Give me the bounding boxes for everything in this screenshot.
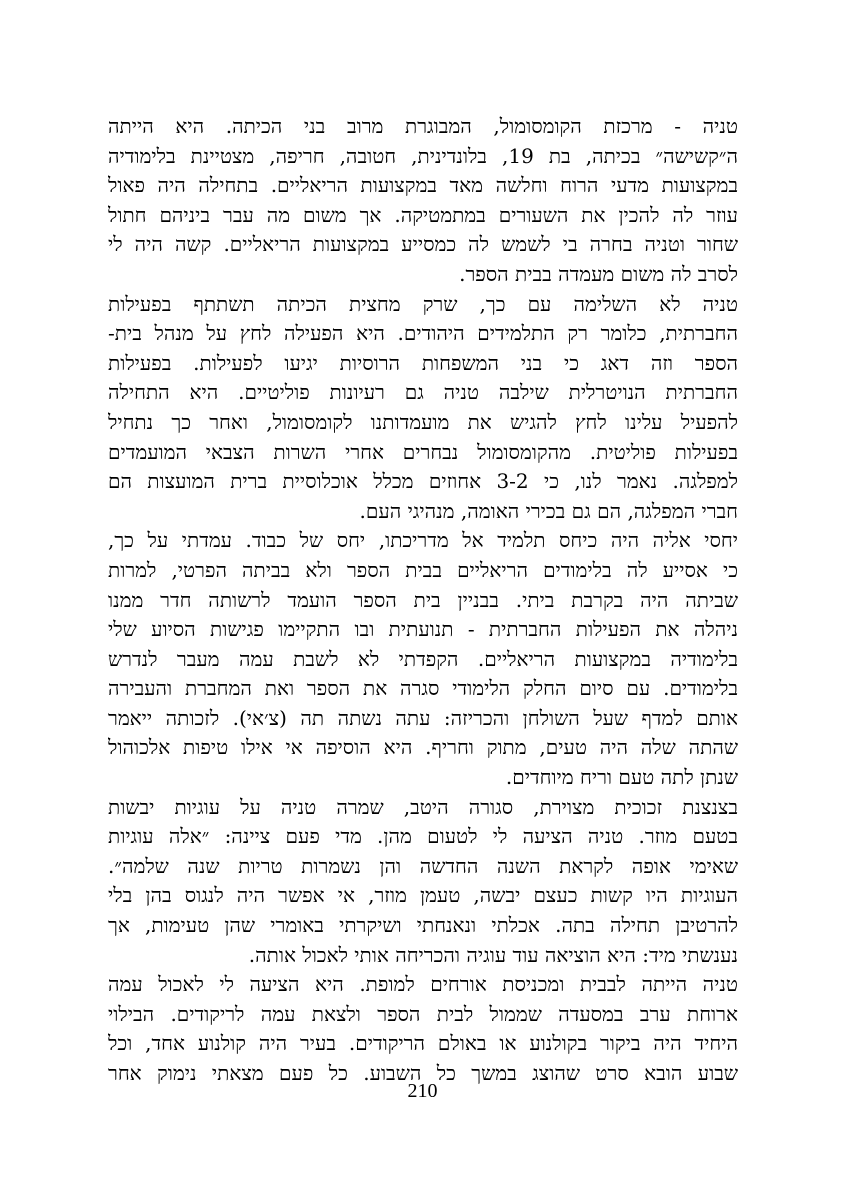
text-line: שבוע הובא סרט שהוצג במשך כל השבוע. כל פעם מצאתי נימוק אחר	[108, 1061, 738, 1085]
text-line: העוגיות היו קשות כעצם יבשה, טעמן מוזר, אי אפשר היה לנגוס בהן בלי	[108, 883, 738, 908]
text-line: אותם למדף שעל השולחן והכריזה: עתה נשתה תה (צ׳אי). לזכותה ייאמר	[108, 705, 738, 730]
text-line: שנתן לתה טעם וריח מיוחדים.	[505, 765, 738, 790]
text-line: שביתה היה בקרבת ביתי. בבניין בית הספר הועמד לרשותה חדר ממנו	[108, 587, 738, 612]
body-text	[108, 112, 738, 1089]
page-number: 210	[407, 1080, 438, 1102]
text-line: בטעם מוזר. טניה הציעה לי לטעום מהן. מדי פעם ציינה: ״אלה עוגיות	[108, 824, 738, 849]
text-line: טניה הייתה לבבית ומכניסת אורחים למופת. היא הציעה לי לאכול עמה	[108, 972, 738, 997]
text-line: שאימי אופה לקראת השנה החדשה והן נשמרות טריות שנה שלמה״.	[108, 853, 738, 878]
text-line: חברי המפלגה, הם גם בכירי האומה, מנהיגי העם.	[359, 498, 738, 523]
text-line: למפלגה. נאמר לנו, כי 3-2 אחוזים מכלל אוכלוסיית ברית המועצות הם	[108, 469, 738, 494]
text-line: בלימודיה במקצועות הריאליים. הקפדתי לא לשבת עמה מעבר לנדרש	[108, 646, 738, 671]
text-line: שהתה שלה היה טעים, מתוק וחריף. היא הוסיפה אי אילו טיפות אלכוהול	[108, 735, 738, 760]
text-line: כי אסייע לה בלימודים הריאליים בבית הספר ולא בביתה הפרטי, למרות	[108, 557, 738, 582]
text-line: יחסי אליה היה כיחס תלמיד אל מדריכתו, יחס של כבוד. עמדתי על כך,	[108, 528, 738, 553]
text-line: החברתית הנויטרלית שילבה טניה גם רעיונות פוליטיים. היא התחילה	[108, 380, 738, 405]
text-line: ה״קשישה״ בכיתה, בת 19, בלונדינית, חטובה, חריפה, מצטיינת בלימודיה	[108, 143, 738, 168]
text-line: להפעיל עלינו לחץ להגיש את מועמדותנו לקומסומול, ואחר כך נתחיל	[108, 409, 738, 434]
text-line: טניה - מרכזת הקומסומול, המבוגרת מרוב בני הכיתה. היא הייתה	[108, 114, 738, 138]
text-line: ניהלה את הפעילות החברתית - תנועתית ובו התקיימו פגישות הסיוע שלי	[108, 617, 738, 642]
text-line: נענשתי מיד: היא הוציאה עוד עוגיה והכריחה אותי לאכול אותה.	[248, 942, 738, 967]
text-line: בלימודים. עם סיום החלק הלימודי סגרה את הספר ואת המחברת והעבירה	[108, 676, 738, 701]
text-line: ארוחת ערב במסעדה שממול לבית הספר ולצאת עמה לריקודים. הבילוי	[108, 1001, 738, 1026]
text-line: עוזר לה להכין את השעורים במתמטיקה. אך משום מה עבר ביניהם חתול	[108, 202, 738, 227]
text-line: טניה לא השלימה עם כך, שרק מחצית הכיתה תשתתף בפעילות	[108, 291, 738, 316]
text-line: החברתית, כלומר רק התלמידים היהודים. היא הפעילה לחץ על מנהל בית-	[108, 321, 738, 346]
text-line: הספר וזה דאג כי בני המשפחות הרוסיות יגיעו לפעילות. בפעילות	[108, 350, 738, 375]
text-line: היחיד היה ביקור בקולנוע או באולם הריקודים. בעיר היה קולנוע אחד, וכל	[108, 1031, 738, 1056]
text-line: בצנצנת זכוכית מצוירת, סגורה היטב, שמרה טניה על עוגיות יבשות	[108, 794, 738, 819]
text-line: בפעילות פוליטית. מהקומסומול נבחרים אחרי השרות הצבאי המועמדים	[108, 439, 738, 464]
text-line: שחור וטניה בחרה בי לשמש לה כמסייע במקצועות הריאליים. קשה היה לי	[108, 232, 738, 257]
text-line: לסרב לה משום מעמדה בבית הספר.	[459, 261, 738, 286]
text-line: להרטיבן תחילה בתה. אכלתי ונאנחתי ושיקרתי באומרי שהן טעימות, אך	[108, 913, 738, 938]
text-line: במקצועות מדעי הרוח וחלשה מאד במקצועות הריאליים. בתחילה היה פאול	[108, 173, 738, 198]
